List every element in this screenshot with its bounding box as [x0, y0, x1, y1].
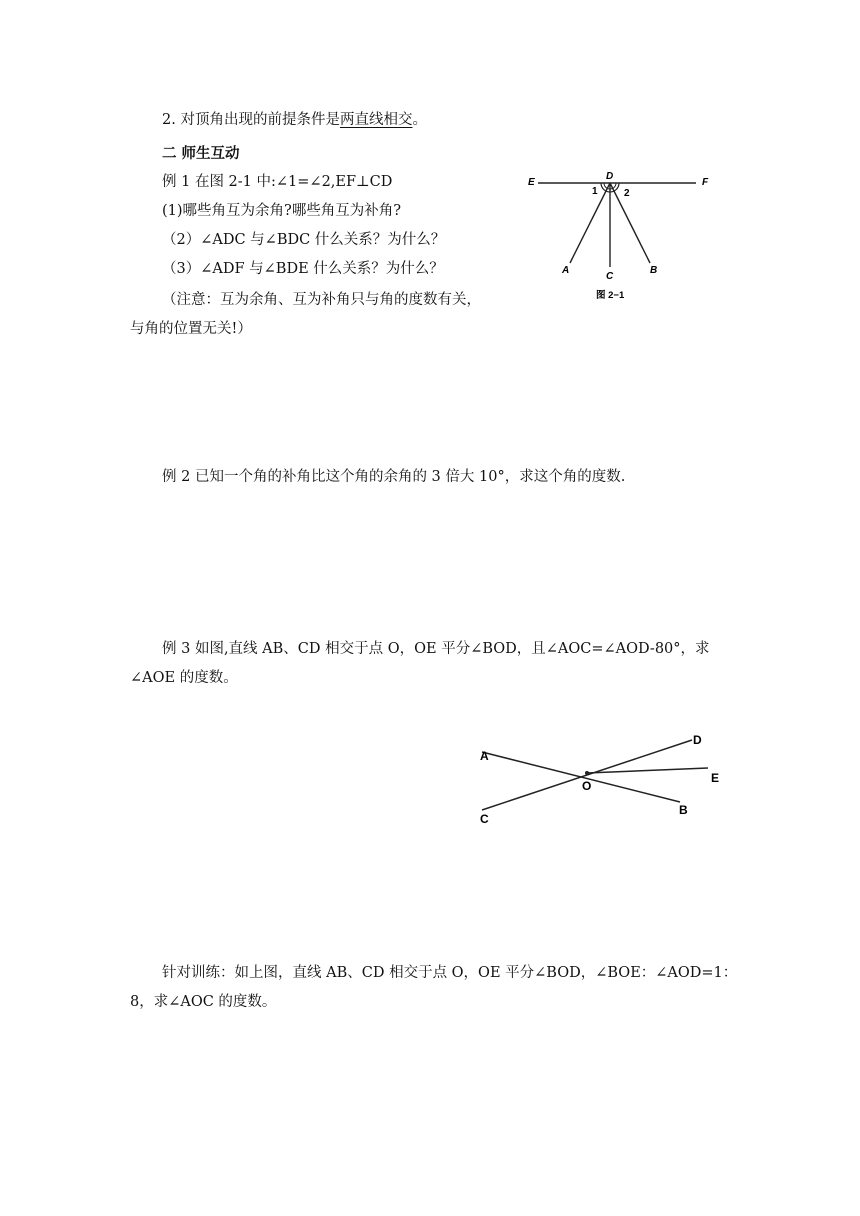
fig2-label-b: B	[679, 803, 688, 817]
fig1-label-d: D	[606, 171, 614, 182]
figure-2-1	[520, 165, 730, 305]
practice-line2: 8，求∠AOC 的度数。	[130, 994, 277, 1010]
fig1-angle1: 1	[592, 186, 598, 197]
fig1-label-e: E	[528, 177, 535, 188]
figure-intersecting-lines	[470, 730, 740, 830]
example2: 例 2 已知一个角的补角比这个角的余角的 3 倍大 10°，求这个角的度数.	[162, 469, 626, 485]
example3-line2: ∠AOE 的度数。	[130, 670, 238, 686]
example3-line1: 例 3 如图,直线 AB、CD 相交于点 O，OE 平分∠BOD，且∠AOC=∠AOD-80°，求	[162, 641, 710, 657]
fig2-label-d: D	[693, 733, 702, 747]
example1-note-line1: （注意：互为余角、互为补角只与角的度数有关，	[162, 292, 481, 308]
fig2-label-e: E	[711, 771, 720, 785]
premise-text: 2. 对顶角出现的前提条件是	[162, 112, 340, 128]
practice-line1: 针对训练：如上图，直线 AB、CD 相交于点 O，OE 平分∠BOD，∠BOE：∠AOD=1：	[162, 965, 738, 981]
example1-question3: （3）∠ADF 与∠BDE 什么关系？为什么？	[162, 261, 444, 277]
fig1-caption: 图 2−1	[596, 290, 625, 301]
example1-intro: 例 1 在图 2-1 中:∠1=∠2,EF⊥CD	[162, 174, 393, 190]
premise-end: 。	[412, 112, 427, 128]
fig2-label-c: C	[480, 812, 489, 826]
example1-question2: （2）∠ADC 与∠BDC 什么关系？为什么？	[162, 232, 446, 248]
fig1-label-a: A	[562, 265, 570, 276]
fig1-label-c: C	[606, 271, 614, 282]
premise-underlined: 两直线相交	[339, 112, 413, 128]
section-heading: 二 师生互动	[162, 146, 240, 162]
fig2-label-a: A	[480, 749, 489, 763]
fig1-label-b: B	[650, 265, 658, 276]
fig2-label-o: O	[582, 779, 592, 793]
example1-note-line2: 与角的位置无关!）	[130, 321, 252, 337]
fig1-label-f: F	[702, 177, 709, 188]
premise-line	[162, 108, 427, 129]
example1-question1: (1)哪些角互为余角?哪些角互为补角?	[162, 203, 402, 219]
fig1-angle2: 2	[624, 188, 630, 199]
